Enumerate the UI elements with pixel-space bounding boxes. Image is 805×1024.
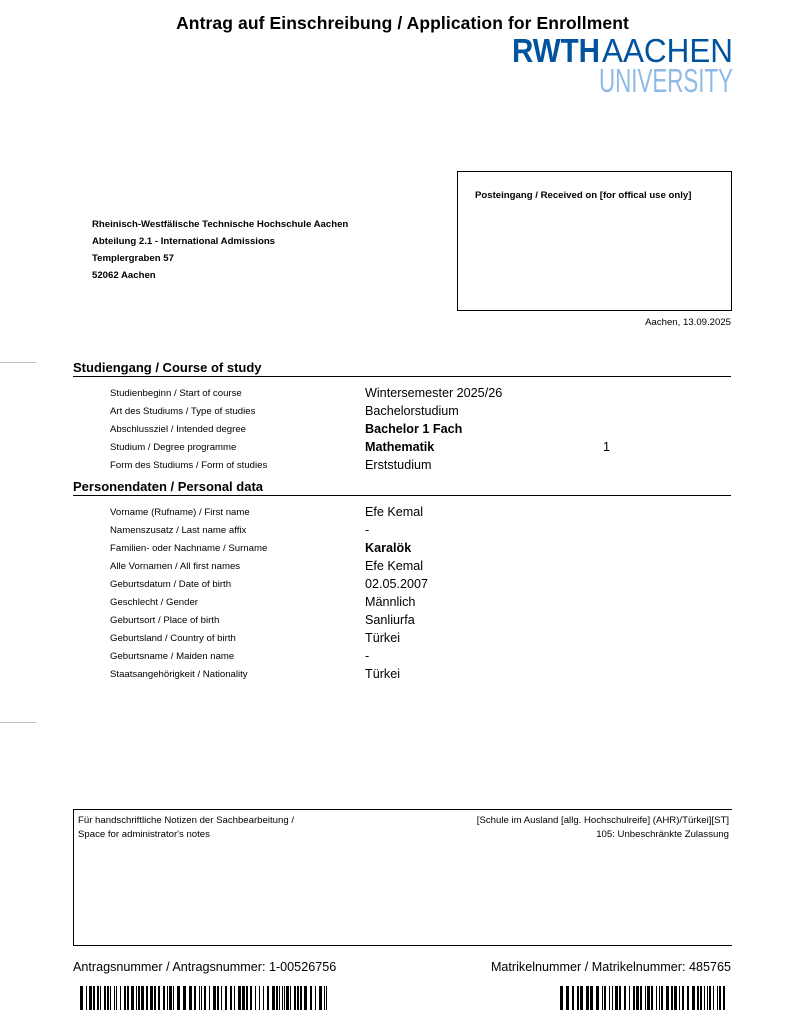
address-line: Templergraben 57 (92, 253, 174, 264)
barcode-bar (204, 986, 206, 1010)
barcode-bar (651, 986, 653, 1010)
barcode-bar (201, 986, 202, 1010)
barcode-bar (279, 986, 280, 1010)
barcode-bar (645, 986, 646, 1010)
field-value: Türkei (365, 631, 400, 645)
barcode-bar (304, 986, 307, 1010)
barcode-bar (189, 986, 192, 1010)
barcode-bar (169, 986, 172, 1010)
barcode-bar (624, 986, 626, 1010)
barcode-bar (138, 986, 140, 1010)
barcode-bar (167, 986, 168, 1010)
barcode-bar (141, 986, 144, 1010)
barcode-bar (704, 986, 705, 1010)
address-line: Abteilung 2.1 - International Admissions (92, 236, 276, 247)
matriculation-number: Matrikelnummer / Matrikelnummer: 485765 (490, 960, 731, 974)
logo-university-text: UNIVERSITY (599, 62, 733, 99)
barcode-bar (633, 986, 635, 1010)
barcode-bar (97, 986, 99, 1010)
barcode-bar (259, 986, 260, 1010)
barcode-bar (647, 986, 650, 1010)
section-heading-course: Studiengang / Course of study (73, 360, 731, 377)
field-value: - (365, 523, 370, 537)
barcode-bar (199, 986, 200, 1010)
barcode-bar (682, 986, 684, 1010)
admin-notes-box (73, 809, 732, 946)
barcode-bar (146, 986, 148, 1010)
barcode-bar (671, 986, 673, 1010)
field-label: Namenszusatz / Last name affix (110, 525, 247, 536)
barcode-bar (326, 986, 327, 1010)
barcode-bar (234, 986, 235, 1010)
barcode-bar (282, 986, 283, 1010)
field-extra-value: 1 (603, 440, 611, 454)
barcode-bar (560, 986, 563, 1010)
field-label: Geburtsland / Country of birth (110, 633, 236, 644)
barcode-bar (700, 986, 702, 1010)
barcode-bar (225, 986, 227, 1010)
barcode-bar (324, 986, 325, 1010)
barcode-bar (636, 986, 639, 1010)
barcode-bar (263, 986, 264, 1010)
barcode-bar (238, 986, 241, 1010)
matriculation-barcode (560, 986, 726, 1010)
barcode-bar (194, 986, 196, 1010)
field-label: Geburtsort / Place of birth (110, 615, 220, 626)
barcode-bar (697, 986, 699, 1010)
field-label: Staatsangehörigkeit / Nationality (110, 669, 248, 680)
logo-rwth-text: RWTH (512, 32, 600, 69)
field-value: Efe Kemal (365, 559, 424, 573)
barcode-bar (586, 986, 589, 1010)
barcode-bar (656, 986, 657, 1010)
barcode-bar (719, 986, 721, 1010)
field-label: Abschlussziel / Intended degree (110, 424, 246, 435)
address-line: Rheinisch-Westfälische Technische Hochschule Aachen (92, 219, 349, 230)
barcode-bar (572, 986, 574, 1010)
section-heading-personal: Personendaten / Personal data (73, 479, 731, 496)
barcode-bar (136, 986, 137, 1010)
barcode-bar (209, 986, 210, 1010)
application-barcode (80, 986, 328, 1010)
barcode-bar (250, 986, 252, 1010)
barcode-bar (577, 986, 579, 1010)
barcode-bar (604, 986, 606, 1010)
barcode-bar (566, 986, 569, 1010)
stamp-label: Posteingang / Received on [for offical use only] (475, 190, 692, 201)
barcode-bar (246, 986, 248, 1010)
barcode-bar (127, 986, 129, 1010)
field-label: Studienbeginn / Start of course (110, 388, 242, 399)
field-value: Mathematik (365, 440, 435, 454)
barcode-bar (661, 986, 663, 1010)
barcode-bar (596, 986, 599, 1010)
field-value: Wintersemester 2025/26 (365, 386, 503, 400)
field-value: Efe Kemal (365, 505, 424, 519)
barcode-bar (110, 986, 111, 1010)
barcode-bar (679, 986, 680, 1010)
admin-notes-caption-line: Space for administrator's notes (78, 829, 210, 840)
logo-aachen-text: AACHEN (602, 32, 733, 69)
barcode-bar (221, 986, 222, 1010)
barcode-bar (183, 986, 186, 1010)
barcode-bar (580, 986, 583, 1010)
barcode-bar (154, 986, 156, 1010)
barcode-bar (590, 986, 593, 1010)
field-value: Männlich (365, 595, 416, 609)
barcode-bar (687, 986, 689, 1010)
field-value: Türkei (365, 667, 400, 681)
barcode-bar (89, 986, 92, 1010)
field-value: - (365, 649, 370, 663)
barcode-bar (177, 986, 180, 1010)
barcode-bar (640, 986, 642, 1010)
field-label: Alle Vornamen / All first names (110, 561, 241, 572)
barcode-bar (674, 986, 677, 1010)
barcode-bar (290, 986, 291, 1010)
field-value: Bachelorstudium (365, 404, 459, 418)
barcode-bar (666, 986, 669, 1010)
admission-status: 105: Unbeschränkte Zulassung (596, 829, 729, 840)
barcode-bar (692, 986, 695, 1010)
barcode-bar (315, 986, 316, 1010)
barcode-bar (173, 986, 174, 1010)
barcode-bar (163, 986, 165, 1010)
barcode-bar (717, 986, 718, 1010)
field-label: Form des Studiums / Form of studies (110, 460, 268, 471)
admin-notes-caption-line: Für handschriftliche Notizen der Sachbearbeitung / (78, 815, 294, 826)
barcode-bar (116, 986, 117, 1010)
barcode-bar (286, 986, 289, 1010)
barcode-bar (100, 986, 101, 1010)
barcode-bar (629, 986, 630, 1010)
field-label: Geschlecht / Gender (110, 597, 198, 608)
barcode-bar (217, 986, 219, 1010)
fold-mark (0, 722, 36, 723)
admin-notes-caption (78, 814, 294, 842)
field-label: Art des Studiums / Type of studies (110, 406, 256, 417)
rwth-logo (512, 32, 734, 99)
field-value: Karalök (365, 541, 412, 555)
barcode-bar (104, 986, 106, 1010)
barcode-bar (659, 986, 660, 1010)
document-date: Aachen, 13.09.2025 (645, 317, 731, 328)
barcode-bar (609, 986, 610, 1010)
field-label: Familien- oder Nachname / Surname (110, 543, 268, 554)
field-label: Vorname (Rufname) / First name (110, 507, 250, 518)
barcode-bar (114, 986, 115, 1010)
field-label: Studium / Degree programme (110, 442, 237, 453)
field-value: Sanliurfa (365, 613, 415, 627)
application-number: Antragsnummer / Antragsnummer: 1-00526756 (73, 960, 337, 974)
barcode-bar (86, 986, 87, 1010)
barcode-bar (319, 986, 322, 1010)
fold-mark (0, 362, 36, 363)
barcode-bar (107, 986, 109, 1010)
barcode-bar (120, 986, 121, 1010)
field-value: 02.05.2007 (365, 577, 429, 591)
barcode-bar (276, 986, 278, 1010)
address-line: 52062 Aachen (92, 270, 156, 281)
barcode-bar (213, 986, 216, 1010)
barcode-bar (310, 986, 312, 1010)
barcode-bar (158, 986, 160, 1010)
barcode-bar (230, 986, 232, 1010)
barcode-bar (615, 986, 618, 1010)
barcode-bar (297, 986, 299, 1010)
barcode-bar (723, 986, 725, 1010)
field-value: Erststudium (365, 458, 432, 472)
barcode-bar (300, 986, 302, 1010)
document-title: Antrag auf Einschreibung / Application for Enrollment (176, 13, 629, 33)
admission-info (477, 814, 729, 842)
barcode-bar (131, 986, 134, 1010)
admission-school-info: [Schule im Ausland [allg. Hochschulreife] (AHR)/Türkei][ST] (476, 815, 729, 826)
field-value: Bachelor 1 Fach (365, 422, 463, 436)
barcode-bar (713, 986, 714, 1010)
barcode-bar (150, 986, 153, 1010)
barcode-bar (619, 986, 621, 1010)
received-stamp-box (457, 171, 732, 311)
barcode-bar (272, 986, 275, 1010)
field-label: Geburtsdatum / Date of birth (110, 579, 232, 590)
field-label: Geburtsname / Maiden name (110, 651, 235, 662)
barcode-bar (242, 986, 245, 1010)
barcode-bar (707, 986, 708, 1010)
barcode-bar (80, 986, 83, 1010)
barcode-bar (709, 986, 711, 1010)
barcode-bar (255, 986, 256, 1010)
barcode-bar (267, 986, 269, 1010)
barcode-bar (284, 986, 285, 1010)
barcode-bar (124, 986, 126, 1010)
barcode-bar (93, 986, 95, 1010)
barcode-bar (602, 986, 603, 1010)
barcode-bar (294, 986, 296, 1010)
barcode-bar (612, 986, 613, 1010)
